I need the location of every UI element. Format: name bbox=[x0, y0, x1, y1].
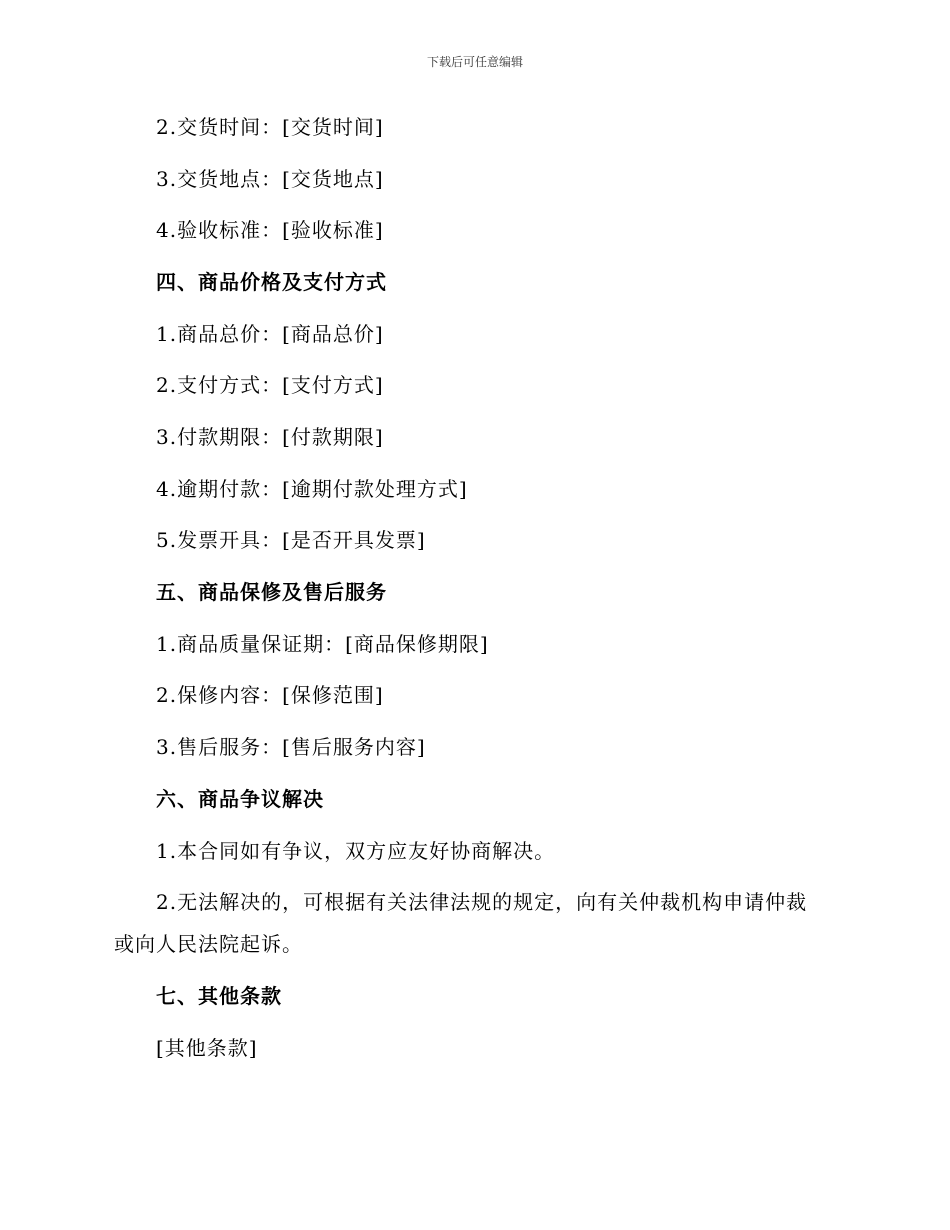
payment-deadline-line: 3.付款期限：[付款期限] bbox=[156, 425, 384, 449]
header-note: 下载后可任意编辑 bbox=[426, 55, 523, 69]
delivery-time-line: 2.交货时间：[交货时间] bbox=[156, 115, 384, 139]
invoice-line: 5.发票开具：[是否开具发票] bbox=[156, 528, 426, 552]
dispute-clause-2: 2.无法解决的，可根据有关法律法规的规定，向有关仲裁机构申请仲裁 bbox=[156, 890, 808, 914]
section-heading-other-terms: 七、其他条款 bbox=[156, 984, 282, 1008]
late-payment-line: 4.逾期付款：[逾期付款处理方式] bbox=[156, 477, 468, 501]
dispute-clause-2-continuation: 或向人民法院起诉。 bbox=[114, 932, 303, 956]
section-heading-warranty-service: 五、商品保修及售后服务 bbox=[156, 580, 387, 604]
total-price-line: 1.商品总价：[商品总价] bbox=[156, 322, 384, 346]
delivery-location-line: 3.交货地点：[交货地点] bbox=[156, 167, 384, 191]
warranty-period-line: 1.商品质量保证期：[商品保修期限] bbox=[156, 632, 489, 656]
after-sales-line: 3.售后服务：[售后服务内容] bbox=[156, 735, 426, 759]
payment-method-line: 2.支付方式：[支付方式] bbox=[156, 373, 384, 397]
section-heading-dispute: 六、商品争议解决 bbox=[156, 787, 324, 811]
dispute-clause-1: 1.本合同如有争议，双方应友好协商解决。 bbox=[156, 839, 556, 863]
acceptance-standard-line: 4.验收标准：[验收标准] bbox=[156, 218, 384, 242]
other-terms-placeholder: [其他条款] bbox=[156, 1036, 258, 1060]
warranty-content-line: 2.保修内容：[保修范围] bbox=[156, 683, 384, 707]
section-heading-price-payment: 四、商品价格及支付方式 bbox=[156, 270, 387, 294]
